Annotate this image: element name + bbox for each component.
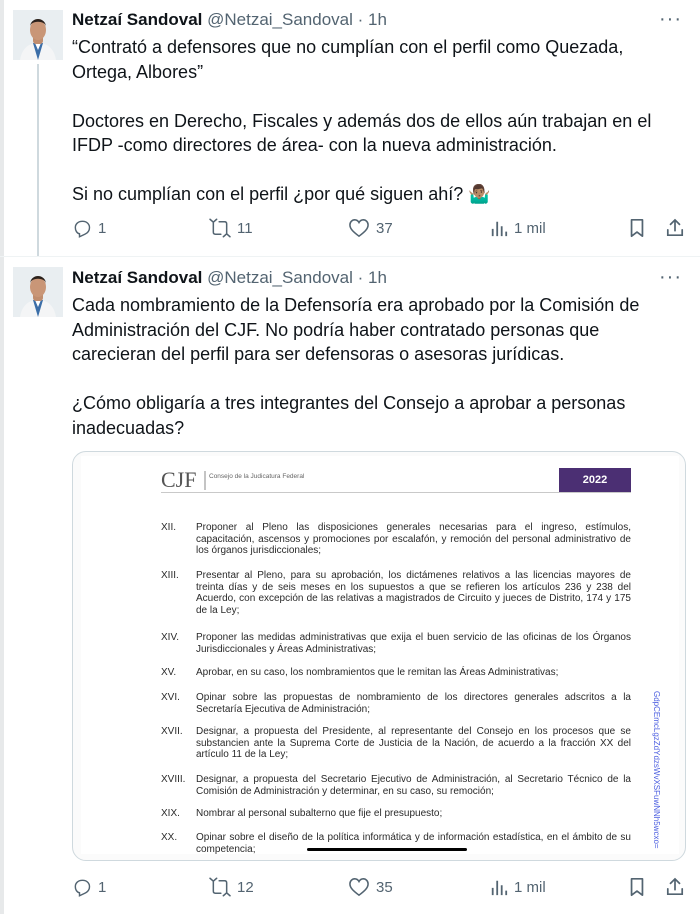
document-page bbox=[81, 456, 679, 854]
document-side-code bbox=[651, 691, 661, 856]
retweet-icon bbox=[209, 877, 231, 897]
heart-icon bbox=[348, 218, 370, 238]
tweet-header bbox=[72, 9, 387, 31]
reply-icon bbox=[72, 877, 92, 897]
item-number: XVIII. bbox=[161, 774, 186, 785]
document-header-rule bbox=[161, 492, 631, 493]
more-options-icon[interactable]: ··· bbox=[659, 266, 682, 288]
reply-count: 1 bbox=[98, 878, 107, 896]
share-icon bbox=[666, 877, 684, 897]
bookmark-button[interactable] bbox=[628, 874, 646, 900]
views-count: 1 mil bbox=[514, 219, 546, 237]
author-name[interactable]: Netzaí Sandoval bbox=[72, 10, 203, 29]
author-handle[interactable]: @Netzai_Sandoval bbox=[207, 10, 353, 29]
item-text: Proponer las medidas administrativas que exija el buen servicio de las oficinas de los Órganos Jurisdiccionales y Áreas Administrativas; bbox=[196, 632, 631, 655]
like-count: 37 bbox=[376, 219, 393, 237]
item-number: XII. bbox=[161, 522, 177, 533]
item-text: Proponer al Pleno las disposiciones generales necesarias para el ingreso, estímulos, capacitación, ascensos y promociones por escalafón, y remoción del personal administrativo de los órganos jurisdiccionales; bbox=[196, 522, 631, 556]
thread-line bbox=[37, 64, 39, 256]
timestamp[interactable]: 1h bbox=[368, 268, 387, 287]
item-number: XIX. bbox=[161, 808, 180, 819]
item-text: Opinar sobre las propuestas de nombramiento de los directores generales adscritos a la Secretaría Ejecutiva de Administración; bbox=[196, 692, 631, 715]
side-code-text: GdpCEmcLgzZdYdzsWvXSFuwNNh5wcxo= bbox=[652, 691, 661, 849]
bookmark-button[interactable] bbox=[628, 215, 646, 241]
timestamp[interactable]: 1h bbox=[368, 10, 387, 29]
item-text: Aprobar, en su caso, los nombramientos que le remitan las Áreas Administrativas; bbox=[196, 667, 559, 678]
retweet-count: 12 bbox=[237, 878, 254, 896]
bookmark-icon bbox=[628, 218, 646, 238]
item-text: Presentar al Pleno, para su aprobación, los dictámenes relativos a las licencias mayores de treinta días y de seis meses en los supuestos a que se refieren los artículos 236 y 238 del Acuerdo, con excepción de las relativas a magistrados de Circuito y jueces de Distrito, 174 y 175 de la Ley; bbox=[196, 570, 631, 616]
avatar-photo-icon bbox=[13, 10, 63, 60]
tweet-paragraph: Cada nombramiento de la Defensoría era aprobado por la Comisión de Administración del CJF. No podría haber contratado personas que carecieran del perfil para ser defensoras o asesoras jurídicas. bbox=[72, 295, 640, 364]
tweet-paragraph: Doctores en Derecho, Fiscales y además dos de ellos aún trabajan en el IFDP -como directores de área- con la nueva administración. bbox=[72, 110, 652, 155]
retweet-icon bbox=[209, 218, 231, 238]
document-scrollbar[interactable] bbox=[307, 848, 467, 851]
avatar[interactable] bbox=[13, 267, 63, 317]
cjf-logo-caption: Consejo de la Judicatura Federal bbox=[209, 473, 305, 480]
separator-dot: · bbox=[357, 10, 364, 29]
views-button[interactable] bbox=[490, 874, 546, 900]
reply-button[interactable] bbox=[72, 874, 106, 900]
views-chart-icon bbox=[490, 878, 508, 896]
more-options-icon[interactable]: ··· bbox=[659, 8, 682, 30]
reply-button[interactable] bbox=[72, 215, 106, 241]
share-button[interactable] bbox=[666, 215, 684, 241]
item-number: XVII. bbox=[161, 726, 183, 737]
tweet-paragraph: “Contrató a defensores que no cumplían con el perfil como Quezada, Ortega, Albores” bbox=[72, 37, 624, 82]
cjf-logo-text: CJF bbox=[161, 467, 197, 492]
tweet-text bbox=[72, 35, 682, 207]
author-name[interactable]: Netzaí Sandoval bbox=[72, 268, 203, 287]
author-handle[interactable]: @Netzai_Sandoval bbox=[207, 268, 353, 287]
item-text: Designar, a propuesta del Secretario Ejecutivo de Administración, al Secretario Técnico de la Comisión de Administración y determinar, en su caso, su remoción; bbox=[196, 774, 631, 797]
item-text: Nombrar al personal subalterno que fije el presupuesto; bbox=[196, 808, 443, 819]
like-count: 35 bbox=[376, 878, 393, 896]
tweet-paragraph: ¿Cómo obligaría a tres integrantes del Consejo a aprobar a personas inadecuadas? bbox=[72, 393, 626, 438]
tweet-text bbox=[72, 293, 682, 440]
views-count: 1 mil bbox=[514, 878, 546, 896]
retweet-count: 11 bbox=[237, 219, 253, 237]
share-icon bbox=[666, 218, 684, 238]
item-number: XIII. bbox=[161, 570, 179, 581]
avatar-photo-icon bbox=[13, 267, 63, 317]
tweet-paragraph: Si no cumplían con el perfil ¿por qué siguen ahí? 🤷🏽‍♂️ bbox=[72, 184, 491, 204]
item-text: Opinar sobre el diseño de la política informática y de información estadística, en el ámbito de su competencia; bbox=[196, 832, 631, 855]
reply-icon bbox=[72, 218, 92, 238]
item-number: XV. bbox=[161, 667, 177, 678]
retweet-button[interactable] bbox=[209, 874, 254, 900]
tweet-header bbox=[72, 267, 387, 289]
share-button[interactable] bbox=[666, 874, 684, 900]
tweet[interactable] bbox=[0, 0, 700, 256]
heart-icon bbox=[348, 877, 370, 897]
tweet-actions bbox=[72, 874, 690, 900]
tweet[interactable] bbox=[0, 256, 700, 915]
views-chart-icon bbox=[490, 219, 508, 237]
tweet-actions bbox=[72, 215, 690, 241]
item-text: Designar, a propuesta del Presidente, al representante del Consejo en los procesos que se substancien ante la Suprema Corte de Justicia de la Nación, de acuerdo a la fracción XX del artículo 11 de la Ley; bbox=[196, 726, 631, 760]
document-year-banner: 2022 bbox=[559, 468, 631, 492]
item-number: XIV. bbox=[161, 632, 179, 643]
separator-dot: · bbox=[357, 268, 364, 287]
bookmark-icon bbox=[628, 877, 646, 897]
like-button[interactable] bbox=[348, 215, 393, 241]
attached-document-image[interactable] bbox=[72, 451, 686, 861]
retweet-button[interactable] bbox=[209, 215, 253, 241]
like-button[interactable] bbox=[348, 874, 393, 900]
reply-count: 1 bbox=[98, 219, 107, 237]
item-number: XVI. bbox=[161, 692, 180, 703]
item-number: XX. bbox=[161, 832, 178, 843]
avatar[interactable] bbox=[13, 10, 63, 60]
views-button[interactable] bbox=[490, 215, 546, 241]
